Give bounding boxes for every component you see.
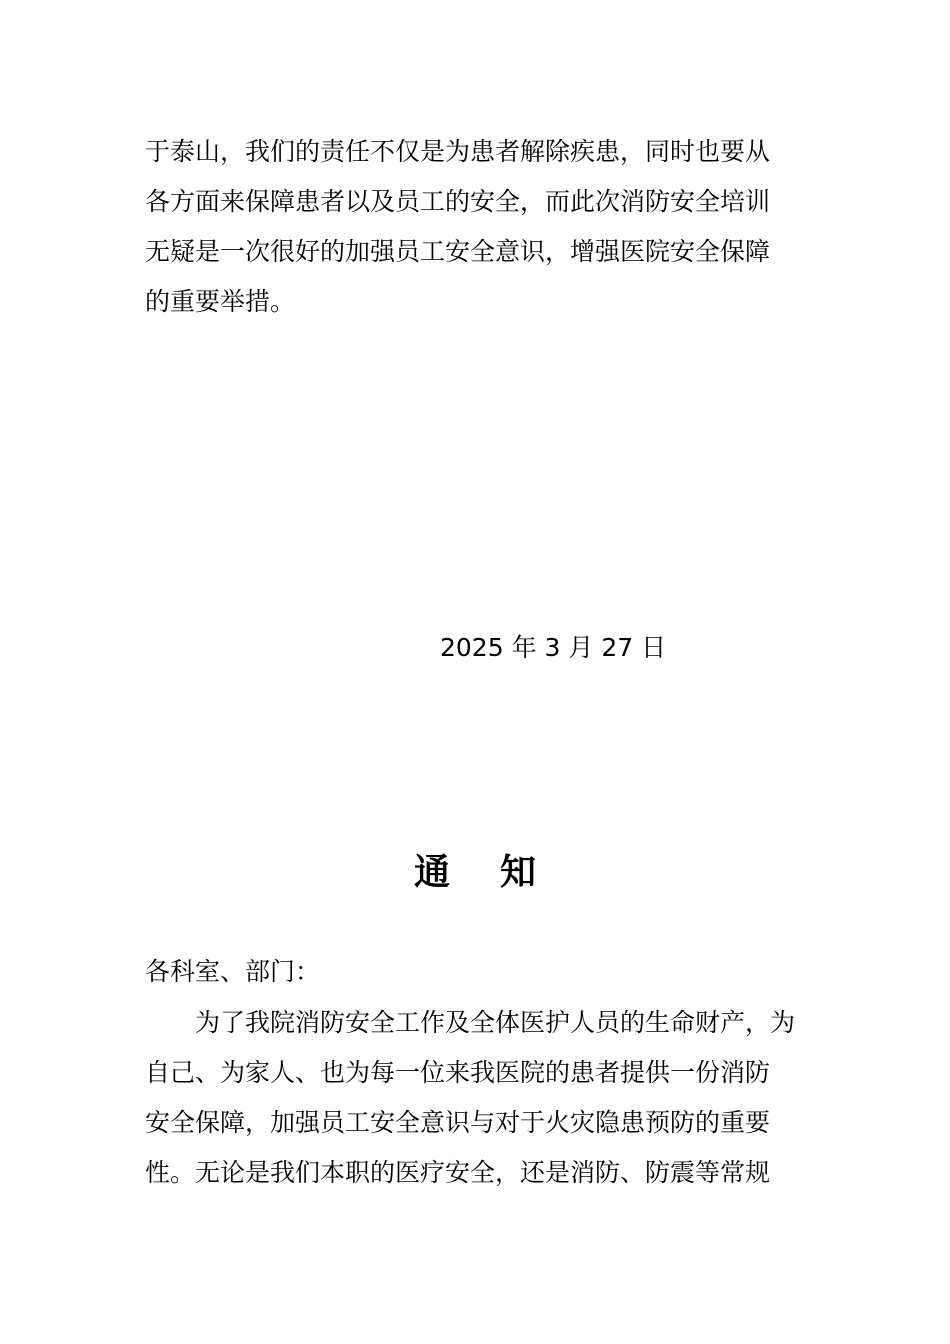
document-date: 2025 年 3 月 27 日 — [440, 633, 667, 662]
paragraph-line: 的重要举措。 — [145, 287, 296, 316]
paragraph-line: 性。无论是我们本职的医疗安全，还是消防、防震等常规 — [145, 1158, 771, 1187]
paragraph-line: 于泰山，我们的责任不仅是为患者解除疾患，同时也要从 — [145, 137, 771, 166]
paragraph-line: 各方面来保障患者以及员工的安全，而此次消防安全培训 — [145, 187, 771, 216]
notice-title: 通知 — [413, 852, 586, 893]
paragraph-line: 自己、为家人、也为每一位来我医院的患者提供一份消防 — [145, 1058, 771, 1087]
paragraph-line: 为了我院消防安全工作及全体医护人员的生命财产，为 — [145, 1008, 796, 1037]
continued-paragraph — [145, 127, 805, 327]
paragraph-line: 安全保障，加强员工安全意识与对于火灾隐患预防的重要 — [145, 1108, 771, 1137]
notice-salutation: 各科室、部门： — [145, 957, 321, 986]
notice-body — [145, 998, 805, 1198]
paragraph-line: 无疑是一次很好的加强员工安全意识，增强医院安全保障 — [145, 237, 771, 266]
